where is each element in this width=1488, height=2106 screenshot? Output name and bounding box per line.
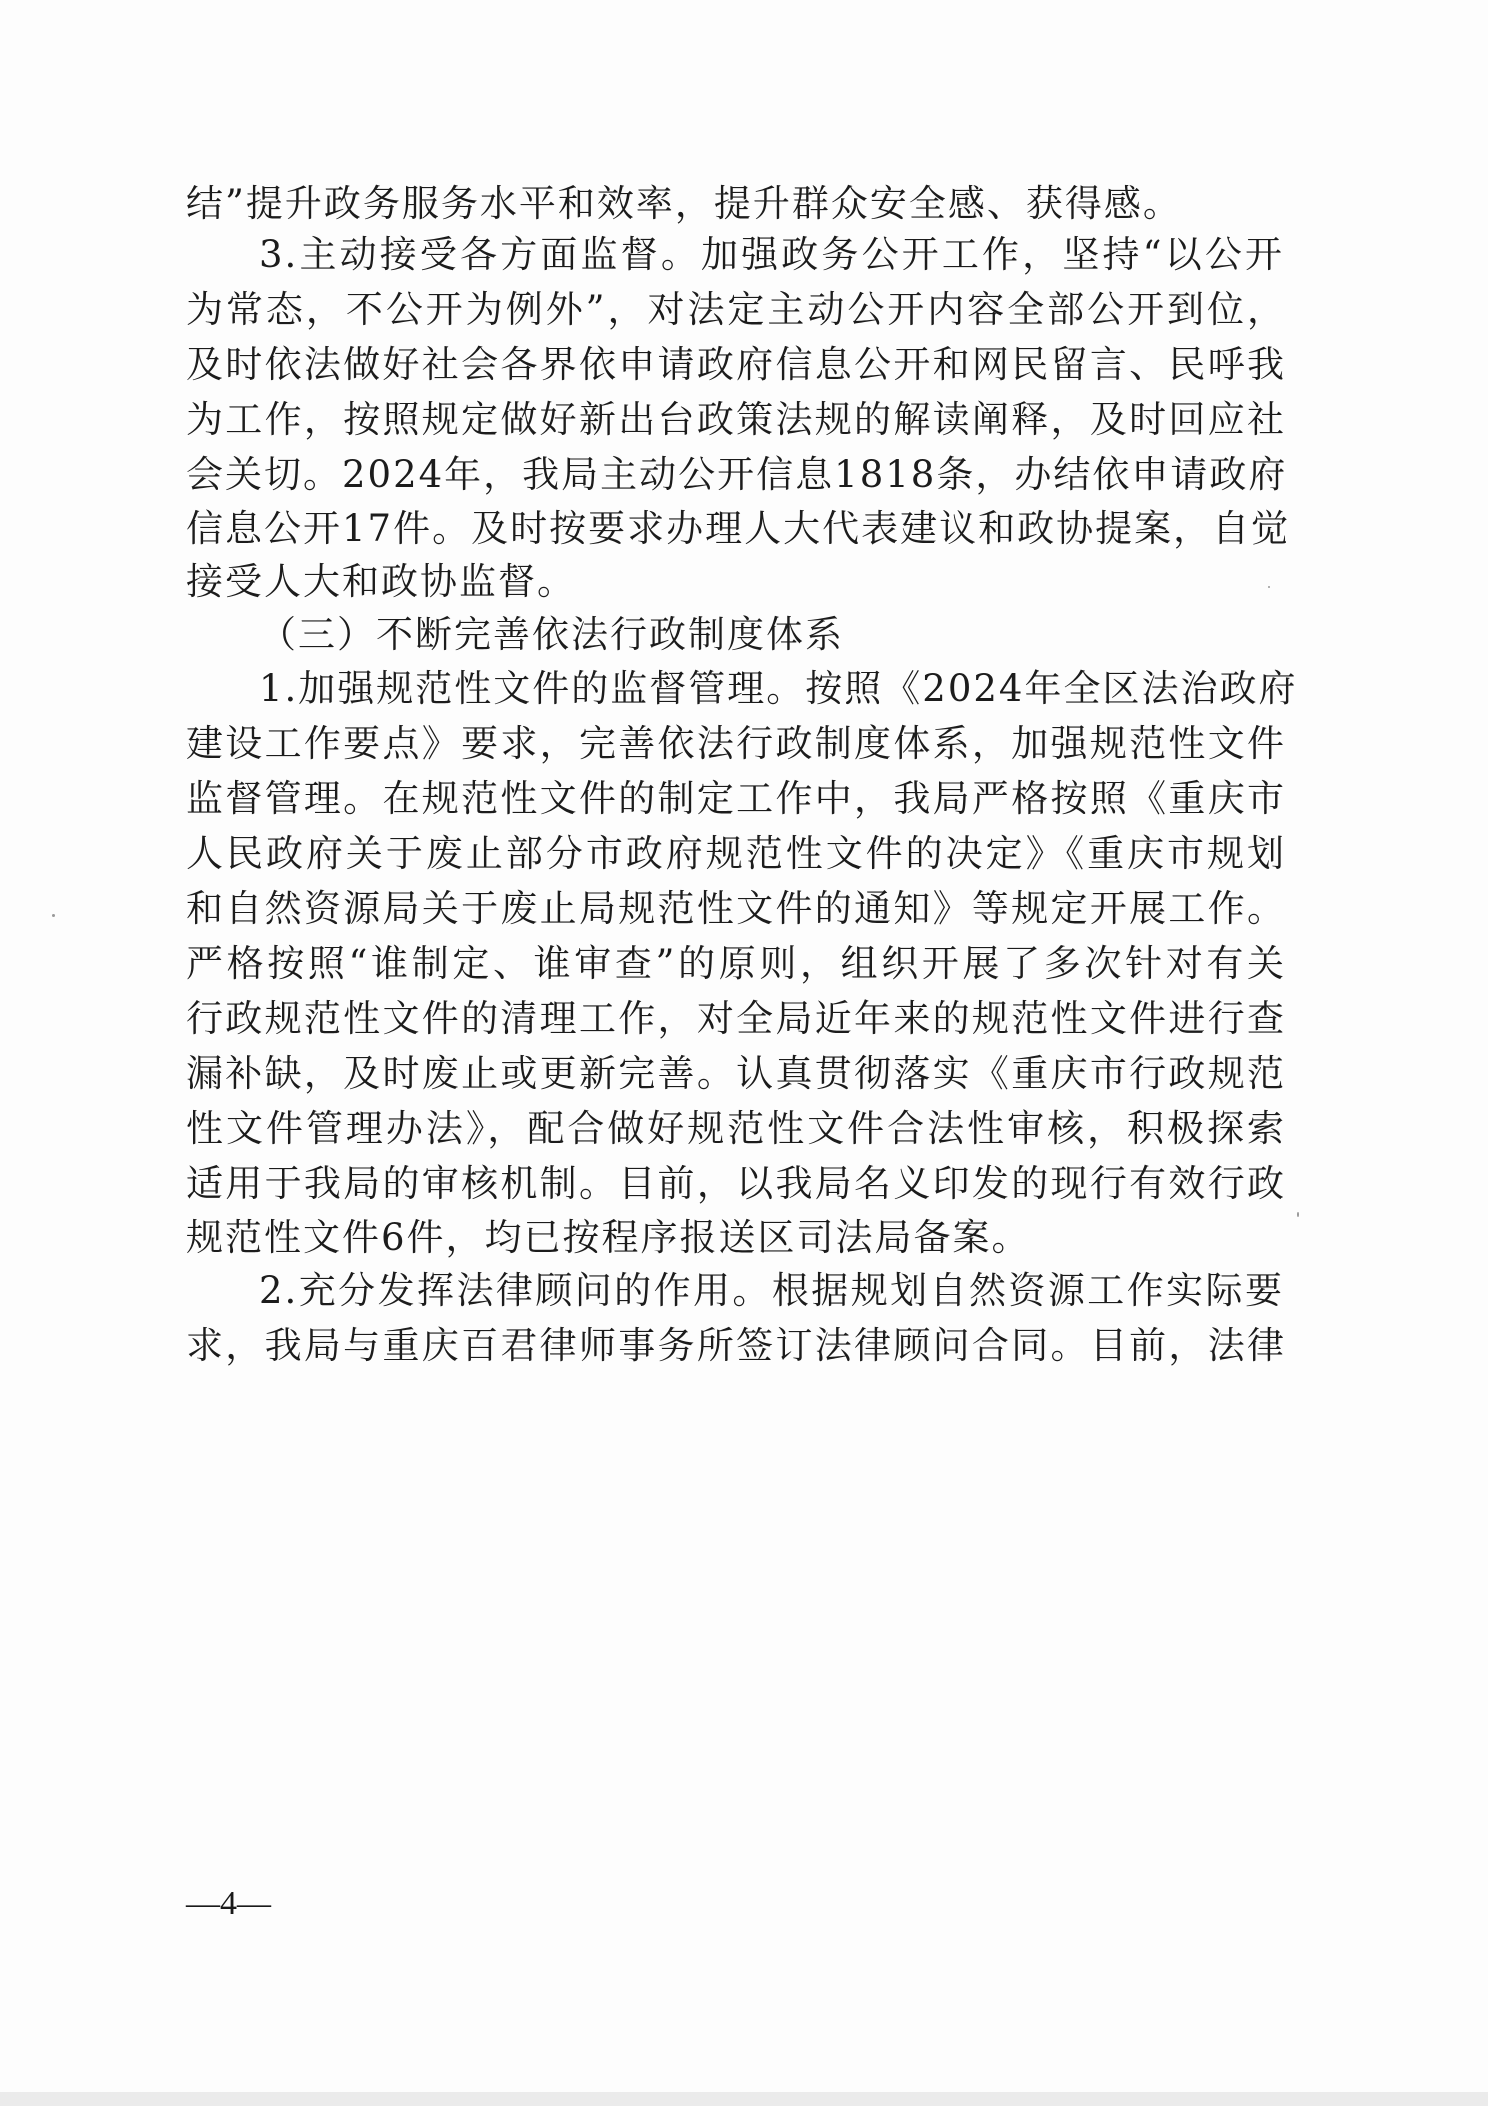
scan-speck — [52, 914, 55, 917]
text-line: 3.主动接受各方面监督。加强政务公开工作，坚持“以公开 — [259, 233, 1284, 276]
text-line: 严格按照“谁制定、谁审查”的原则，组织开展了多次针对有关 — [186, 942, 1286, 985]
text-line: 为工作，按照规定做好新出台政策法规的解读阐释，及时回应社 — [186, 398, 1286, 441]
text-line: 2.充分发挥法律顾问的作用。根据规划自然资源工作实际要 — [259, 1269, 1284, 1312]
text-line: 监督管理。在规范性文件的制定工作中，我局严格按照《重庆市 — [186, 777, 1286, 820]
scan-speck — [1268, 586, 1270, 588]
text-line: 结”提升政务服务水平和效率，提升群众安全感、获得感。 — [186, 182, 1182, 225]
text-line: 适用于我局的审核机制。目前，以我局名义印发的现行有效行政 — [186, 1162, 1286, 1205]
text-line: 行政规范性文件的清理工作，对全局近年来的规范性文件进行查 — [186, 997, 1286, 1040]
text-line: 建设工作要点》要求，完善依法行政制度体系，加强规范性文件 — [186, 722, 1286, 765]
text-line: 会关切。2024年，我局主动公开信息1818条，办结依申请政府 — [186, 453, 1288, 496]
text-line: 性文件管理办法》，配合做好规范性文件合法性审核，积极探索 — [186, 1107, 1286, 1150]
text-line: 规范性文件6件，均已按程序报送区司法局备案。 — [186, 1216, 1031, 1259]
text-line: 人民政府关于废止部分市政府规范性文件的决定》《重庆市规划 — [186, 832, 1286, 875]
text-line: 1.加强规范性文件的监督管理。按照《2024年全区法治政府 — [259, 667, 1298, 710]
text-line: 和自然资源局关于废止局规范性文件的通知》等规定开展工作。 — [186, 887, 1286, 930]
text-line: 及时依法做好社会各界依申请政府信息公开和网民留言、民呼我 — [186, 343, 1286, 386]
text-line: 漏补缺，及时废止或更新完善。认真贯彻落实《重庆市行政规范 — [186, 1052, 1286, 1095]
section-heading: （三）不断完善依法行政制度体系 — [259, 613, 844, 656]
page-number: —4— — [186, 1885, 271, 1922]
scan-bottom-edge — [0, 2092, 1488, 2106]
text-line: 为常态，不公开为例外”，对法定主动公开内容全部公开到位， — [186, 288, 1286, 331]
text-line: 信息公开17件。及时按要求办理人大代表建议和政协提案，自觉 — [186, 507, 1291, 550]
text-line: 求，我局与重庆百君律师事务所签订法律顾问合同。目前，法律 — [186, 1324, 1286, 1367]
scan-speck — [1297, 1212, 1299, 1217]
text-line: 接受人大和政协监督。 — [186, 560, 576, 603]
